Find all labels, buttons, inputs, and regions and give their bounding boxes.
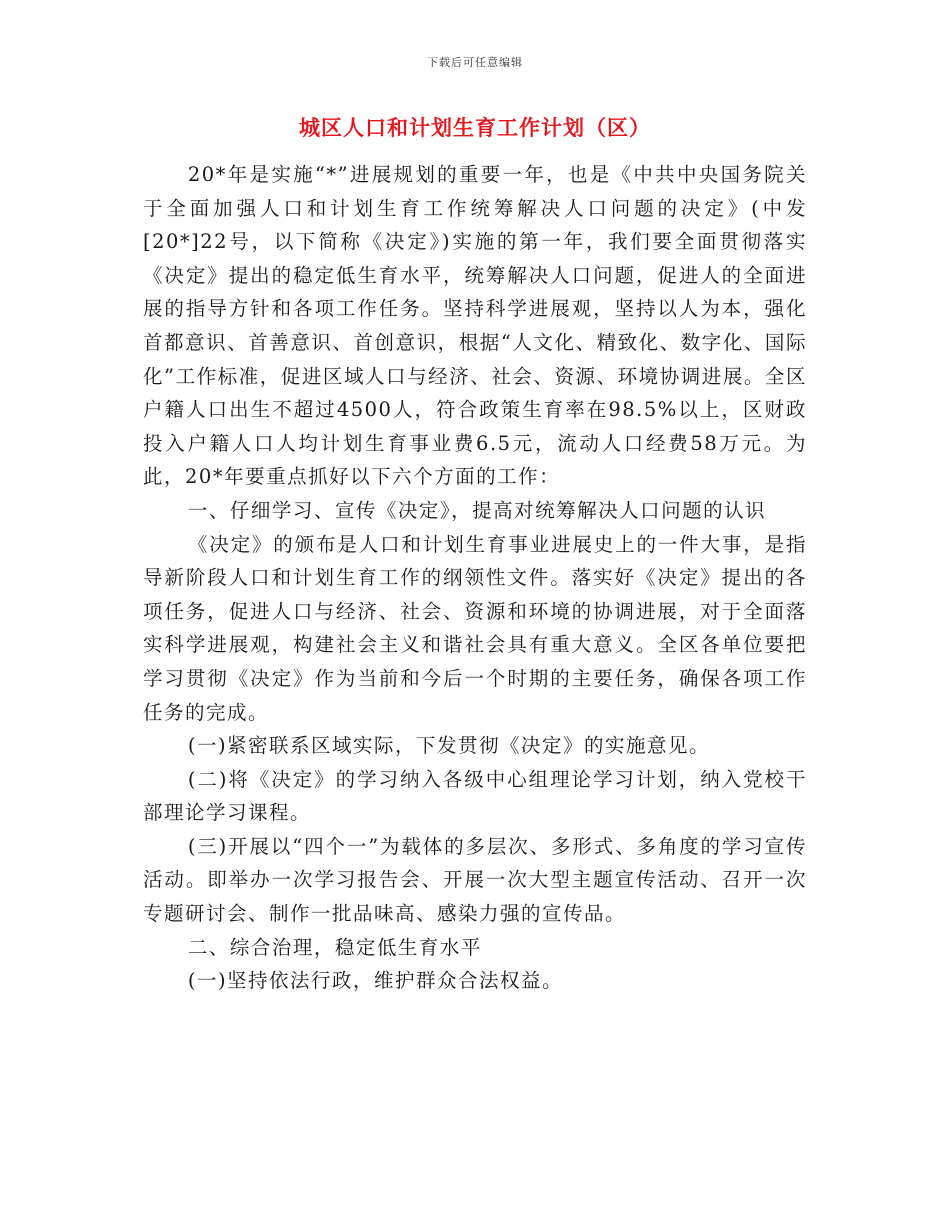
- header-note: 下载后可任意编辑: [427, 56, 523, 69]
- document-title: 城区人口和计划生育工作计划（区）: [299, 115, 651, 140]
- paragraph-section-1: 《决定》的颁布是人口和计划生育事业进展史上的一件大事，是指导新阶段人口和计划生育工作的纲领性文件。落实好《决定》提出的各项任务，促进人口与经济、社会、资源和环境的协调进展，对于全面落实科学进展观，构建社会主义和谐社会具有重大意义。全区各单位要把学习贯彻《决定》作为当前和今后一个时期的主要任务，确保各项工作任务的完成。: [143, 532, 807, 724]
- list-item-2-1: (一)坚持依法行政，维护群众合法权益。: [187, 969, 564, 993]
- list-item-1-1: (一)紧密联系区域实际，下发贯彻《决定》的实施意见。: [187, 734, 711, 758]
- list-item-1-2: (二)将《决定》的学习纳入各级中心组理论学习计划，纳入党校干部理论学习课程。: [143, 767, 807, 825]
- section-heading-2: 二、综合治理，稳定低生育水平: [187, 935, 482, 959]
- document-body: [143, 158, 807, 998]
- paragraph-intro: 20*年是实施“*”进展规划的重要一年，也是《中共中央国务院关于全面加强人口和计划生育工作统筹解决人口问题的决定》(中发[20*]22号，以下简称《决定》)实施的第一年，我们要全面贯彻落实《决定》提出的稳定低生育水平，统筹解决人口问题，促进人的全面进展的指导方针和各项工作任务。坚持科学进展观，坚持以人为本，强化首都意识、首善意识、首创意识，根据“人文化、精致化、数字化、国际化”工作标准，促进区域人口与经济、社会、资源、环境协调进展。全区户籍人口出生不超过4500人，符合政策生育率在98.5%以上，区财政投入户籍人口人均计划生育事业费6.5元，流动人口经费58万元。为此，20*年要重点抓好以下六个方面的工作：: [143, 163, 807, 489]
- list-item-1-3: (三)开展以“四个一”为载体的多层次、多形式、多角度的学习宣传活动。即举办一次学习报告会、开展一次大型主题宣传活动、召开一次专题研讨会、制作一批品味高、感染力强的宣传品。: [143, 834, 807, 926]
- section-heading-1: 一、仔细学习、宣传《决定》，提高对统筹解决人口问题的认识: [187, 498, 767, 522]
